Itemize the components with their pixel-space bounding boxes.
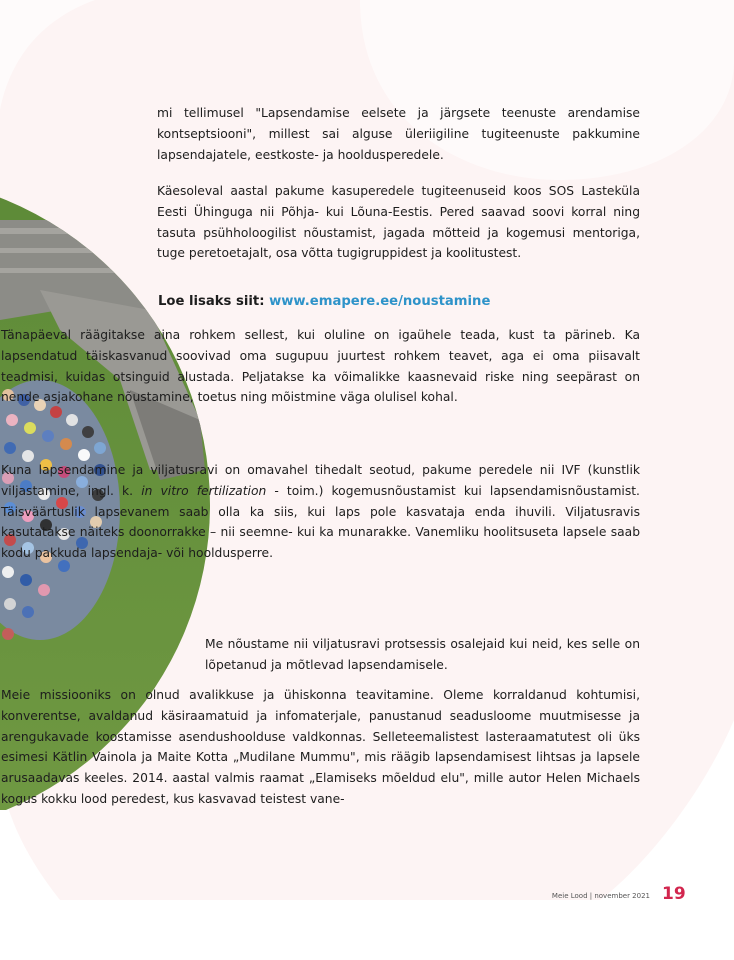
paragraph-ivf-text-a: Kuna lapsendamine ja viljatusravi on omavahel tihedalt seotud, pakume peredele nii IVF (kunstlik viljastamine, ingl. k.: [1, 463, 640, 498]
paragraph-ivf-italic: in vitro fertilization: [141, 483, 267, 498]
page-number: 19: [662, 884, 686, 904]
read-more-label: Loe lisaks siit:: [158, 294, 265, 309]
paragraph-support-services: Käesoleval aastal pakume kasuperedele tugiteenuseid koos SOS Lasteküla Eesti Ühinguga nii Põhja- kui Lõuna-Eestis. Pered saavad soovi korral ning tasuta psühholoogilist nõustamist, jagada mõtteid ja kogemusi mentoriga, tuge peretoetajalt, osa võtta tugigruppidest ja koolitustest.: [157, 184, 640, 261]
footer-publication: Meie Lood | november 2021: [551, 892, 650, 900]
paragraph-ivf: [0, 460, 640, 630]
paragraph-mission: [0, 685, 640, 855]
read-more-line: [158, 292, 490, 312]
paragraph-intro-continued: mi tellimusel "Lapsendamise eelsete ja järgsete teenuste arendamise kontseptsiooni", millest sai alguse üleriigiline tugiteenuste pakkumine lapsendajatele, eestkoste- ja hooldusperedele.: [157, 106, 640, 162]
paragraph-ivf-text-b: - toim.) kogemusnõustamist kui lapsendamisnõustamist. Täisväärtuslik lapsevanem saab olla ka siis, kui laps pole kasvataja enda ihuvili. Viljatusravis kasutatakse näiteks doonorrakke – nii seemne- kui ka munarakke. Vanemliku hoolitsuseta lapsele saab kodu pakkuda lapsendaja- või hooldusperre.: [1, 483, 640, 561]
read-more-link[interactable]: www.emapere.ee/noustamine: [269, 294, 491, 309]
paragraph-counselling: Me nõustame nii viljatusravi protsessis osalejaid kui neid, kes selle on lõpetanud ja mõtlevad lapsendamisele.: [205, 637, 640, 672]
paragraph-mission-text: Meie missiooniks on olnud avalikkuse ja ühiskonna teavitamine. Oleme korraldanud kohtumisi, konverentse, avaldanud käsiraamatuid ja infomaterjale, panustanud seadusloome muutmisesse ja arengukavade koostamisse asendushoolduse valdkonnas. Selleteemalistest lasteraamatutest oli üks esimesi Kätlin Vainola ja Maite Kotta „Mudilane Mummu", mis räägib lapsendamisest lihtsas ja lapsele arusaadavas keeles. 2014. aastal valmis raamat „Elamiseks mõeldud elu", mille autor Helen Michaels kogus kokku lood peredest, kus kasvavad teistest vane-: [1, 688, 640, 806]
paragraph-origins-text: Tänapäeval räägitakse aina rohkem sellest, kui oluline on igaühele teada, kust ta pärineb. Ka lapsendatud täiskasvanud soovivad oma sugupuu juurtest rohkem teavet, aga ei oma piisavalt teadmisi, kuidas otsinguid alustada. Peljatakse ka võimalikke kaasnevaid riske ning seepärast on nende asjakohane nõustamine, toetus ning mõistmine väga olulisel kohal.: [1, 328, 640, 405]
paragraph-origins: [0, 325, 640, 465]
